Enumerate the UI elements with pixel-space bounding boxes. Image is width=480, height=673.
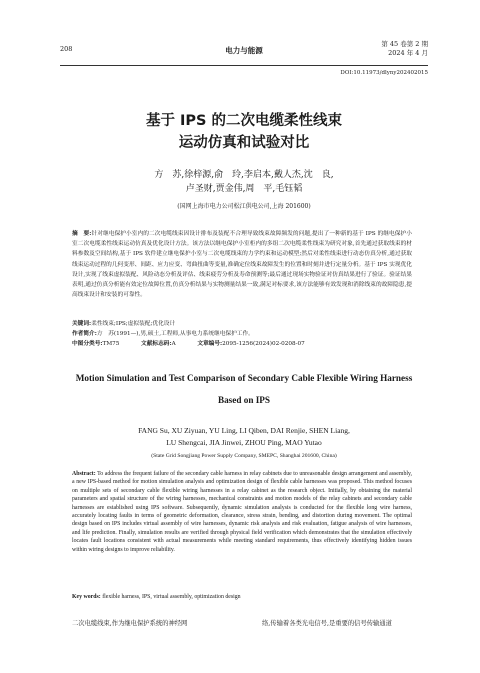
authors-cn-line-2: 卢圣财,贾金伟,周 平,毛钰韬: [185, 184, 303, 194]
body-text-col-1: 二次电缆线束,作为继电保护系统的神经网: [72, 620, 188, 627]
body-text-col-2: 络,传输着各类光电信号,是重要的信号传输通道: [262, 620, 392, 627]
volume-info: [381, 40, 428, 58]
keywords-cn: [72, 319, 412, 329]
article-number-label: 文章编号:: [197, 341, 223, 347]
title-en-line-2: Based on IPS: [217, 395, 271, 405]
title-cn-line-2: 运动仿真和试验对比: [178, 135, 310, 151]
running-header: [60, 40, 428, 64]
keywords-cn-label: 关键词:: [72, 321, 92, 327]
title-en-line-1: Motion Simulation and Test Comparison of Secondary Cable Flexible Wiring Harness: [75, 373, 413, 383]
clc-label: 中图分类号:: [72, 341, 103, 347]
authors-en-line-1: FANG Su, XU Ziyuan, YU Ling, LI Qiben, DAI Renjie, SHEN Liang,: [138, 426, 350, 435]
author-bio-text: 方 苏(1991—),男,硕士,工程师,从事电力系统继电保护工作。: [96, 331, 254, 337]
abstract-en: [72, 470, 412, 554]
authors-en: [60, 425, 428, 449]
abstract-cn-label: 摘 要:: [72, 231, 92, 237]
header-divider: [60, 65, 428, 66]
classification-line: [72, 339, 412, 349]
affiliation-en: (State Grid Songjiang Power Supply Company, SMEPC, Shanghai 201600, China): [151, 453, 337, 459]
authors-cn: [60, 168, 428, 196]
doi: DOI:10.11973/dlyny202402015: [340, 70, 428, 76]
abstract-en-label: Abstract:: [72, 471, 96, 477]
doc-code-label: 文献标志码:: [141, 341, 172, 347]
title-cn-line-1: 基于 IPS 的二次电缆柔性线束: [145, 113, 343, 129]
journal-name: 电力与能源: [225, 46, 263, 55]
volume-issue: 第 45 卷第 2 期: [381, 40, 428, 48]
author-bio-label: 作者简介:: [72, 331, 97, 337]
authors-cn-line-1: 方 苏,徐梓源,俞 玲,李启本,戴人杰,沈 良,: [154, 170, 334, 180]
article-number-value: 2095-1256(2024)02-0208-07: [222, 341, 305, 347]
authors-en-line-2: LU Shengcai, JIA Jinwei, ZHOU Ping, MAO Yutao: [166, 438, 322, 447]
doc-code-value: A: [171, 341, 176, 347]
keywords-en-label: Key words:: [72, 594, 101, 600]
page-number: 208: [60, 45, 73, 53]
abstract-en-text: To address the frequent failure of the secondary cable harness in relay cabinets due to unreasonable design arrangement and assembly, a new IPS-based method for motion simulation analysis and optimization design of flexible cable harnesses was proposed. This method focuses on multiple sets of secondary cable flexible wiring harnesses in a relay cabinet as the research object. Initially, by obtaining the material parameters and spatial structure of the wiring harnesses, mechanical constraints and motion models of the relay cabinets and secondary cable harnesses are established using IPS software. Subsequently, dynamic simulation analysis is conducted for the flexible long wire harness, accurately locating faults in terms of geometric deformation, clearance, stress strain, bending, and distortion during movement. The optimal design based on IPS includes virtual assembly of wire harnesses, dynamic risk analysis and risk evaluation, fatigue analysis of wire harnesses, and life prediction. Finally, simulation results are verified through physical field verification which demonstrates that the simulation effectively locates fault locations consistent with actual measurements while meeting standard requirements, thus effectively identifying hidden issues within wiring designs to improve reliability.: [72, 471, 412, 553]
keywords-en: [72, 594, 412, 600]
publish-date: 2024 年 4 月: [388, 49, 428, 57]
keywords-en-text: flexible harness, IPS, virtual assembly, optimization design: [102, 594, 241, 600]
paper-title-cn: [60, 110, 428, 154]
affiliation-cn: (国网上海市电力公司松江供电公司,上海 201600): [177, 203, 311, 210]
abstract-cn-text: 针对继电保护小室内的二次电缆线束因设计排布及装配不合理导致线束故障频发的问题,提出了一种新的基于 IPS 的继电保护小室二次电缆柔性线束运动仿真及优化设计方法。该方法以继电保护小室柜内的多组二次电缆柔性线束为研究对象,首先通过获取线束的材料参数及空间结构,基于 IPS 软件建立继电保护小室与二次电缆线束的力学约束和运动模型;然后对柔性线束进行动态仿真分析,通过获取线束运动过程的几何变形、间距、应力应变、弯曲扭曲等变量,准确定位线束故障发生的位置和时刻并进行定量分析。基于 IPS 实现优化设计,实现了线束虚拟装配、风险动态分析及评估、线束疲劳分析及寿命预测等;最后通过现场实物验证对仿真结果进行了验证。验证结果表明,通过仿真分析能有效定位故障位置,仿真分析结果与实物测量结果一致,满足对标要求,该方法能够有效发现和消除线束的故障隐患,提高线束设计和安装的可靠性。: [72, 231, 412, 299]
abstract-cn: [72, 229, 412, 300]
keywords-cn-text: 柔性线束;IPS;虚拟装配;优化设计: [91, 321, 176, 327]
author-bio: [72, 329, 412, 339]
clc-value: TM75: [102, 341, 120, 347]
paper-title-en: [60, 367, 428, 411]
